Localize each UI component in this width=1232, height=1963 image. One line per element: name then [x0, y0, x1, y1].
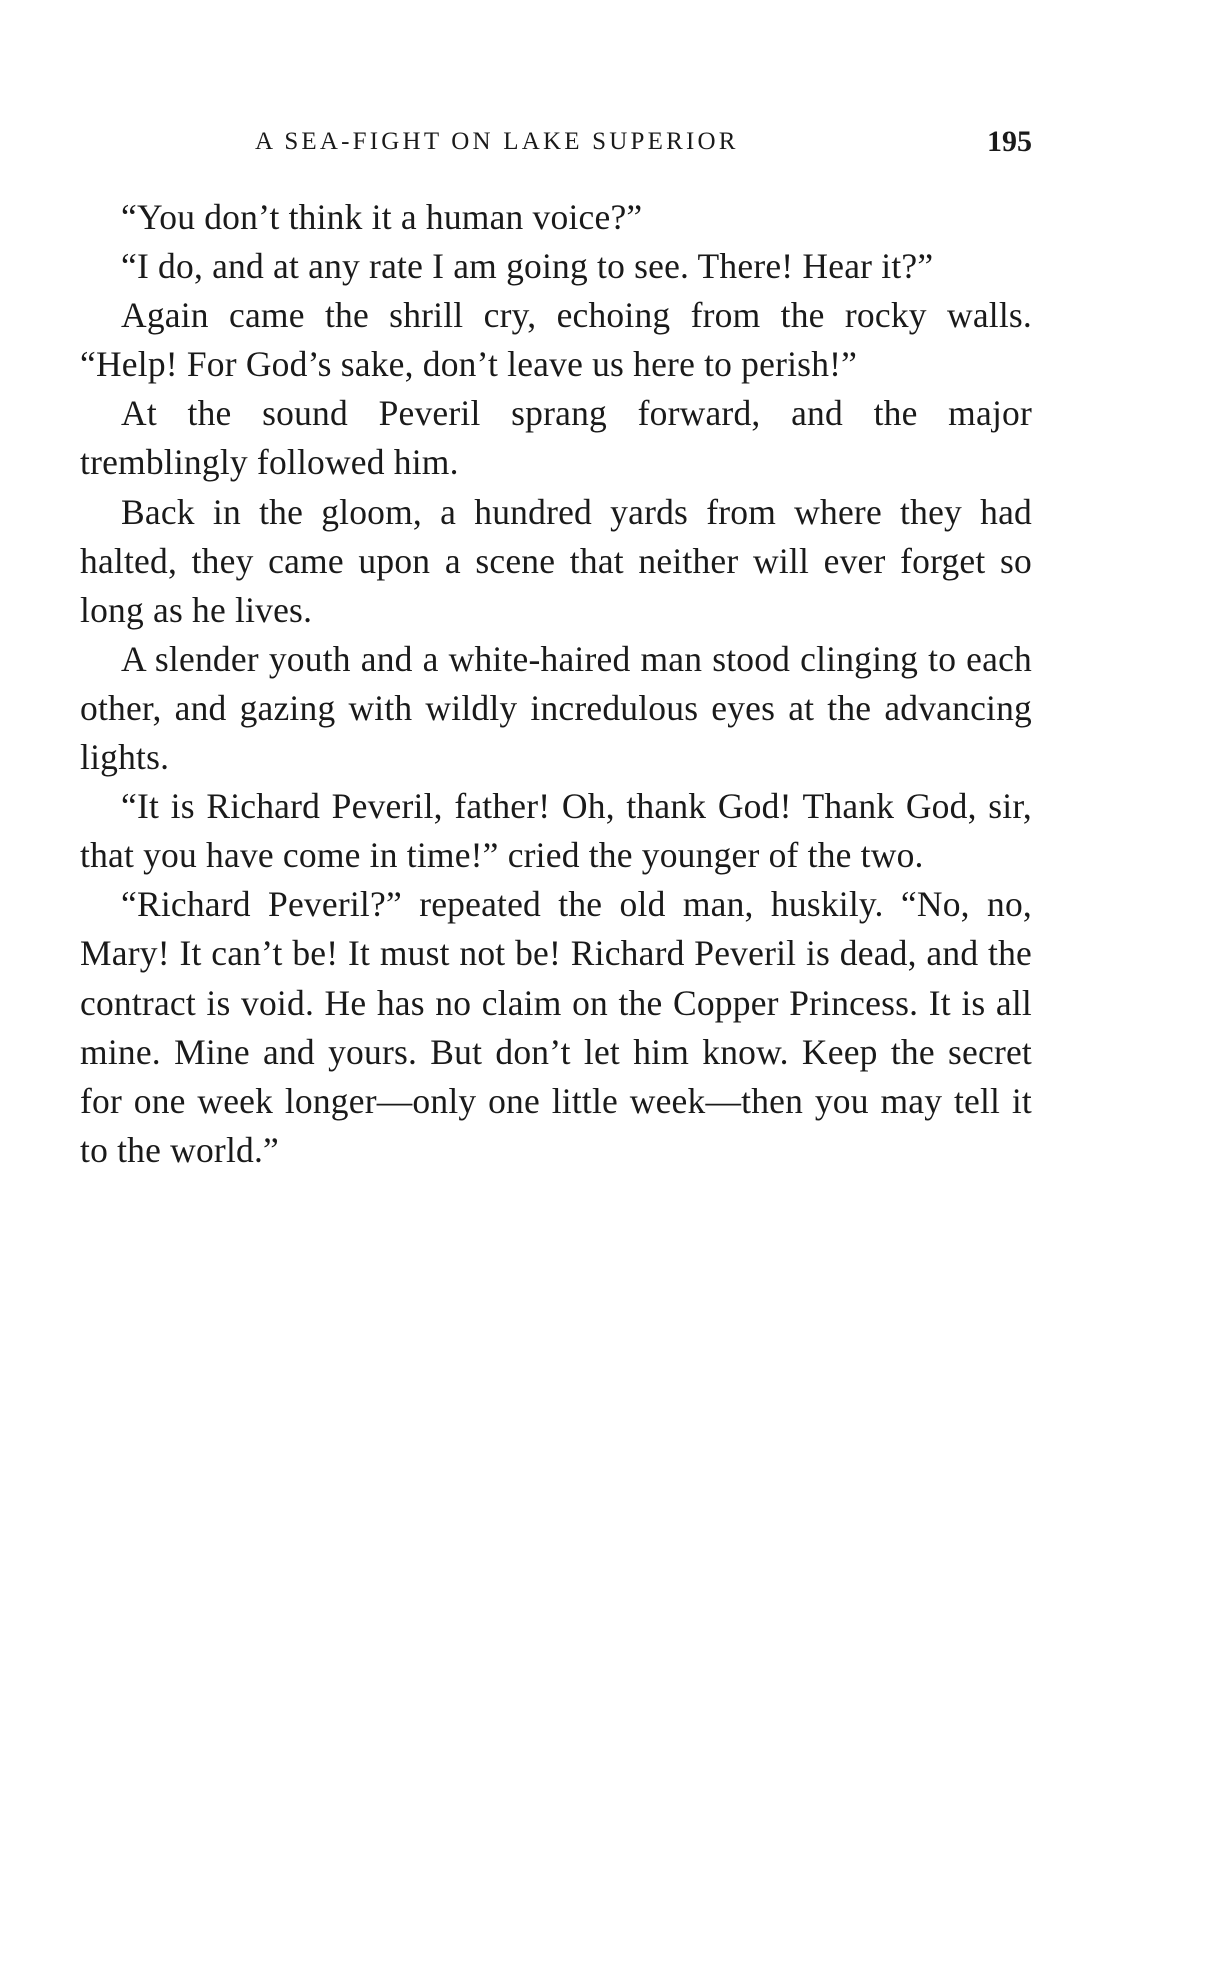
- paragraph: “It is Richard Peveril, father! Oh, thank God! Thank God, sir, that you have come in time!” cried the younger of the two.: [80, 786, 1032, 876]
- paragraph: At the sound Peveril sprang forward, and the major tremblingly followed him.: [80, 393, 1032, 483]
- body-text: [80, 193, 1032, 1175]
- paragraph: Again came the shrill cry, echoing from the rocky walls. “Help! For God’s sake, don’t leave us here to perish!”: [80, 295, 1032, 385]
- paragraph: “I do, and at any rate I am going to see. There! Hear it?”: [121, 246, 934, 287]
- running-header: [80, 124, 1032, 160]
- page-number: 195: [987, 125, 1032, 158]
- paragraph: A slender youth and a white-haired man stood clinging to each other, and gazing with wildly incredulous eyes at the advancing lights.: [80, 638, 1032, 778]
- paragraph: “Richard Peveril?” repeated the old man, huskily. “No, no, Mary! It can’t be! It must not be! Richard Peveril is dead, and the contract is void. He has no claim on the Copper Princess. It is all mine. Mine and yours. But don’t let him know. Keep the secret for one week longer—only one little week—then you may tell it to the world.”: [80, 884, 1032, 1170]
- paragraph: “You don’t think it a human voice?”: [121, 197, 643, 237]
- running-title: A SEA-FIGHT ON LAKE SUPERIOR: [255, 128, 739, 155]
- paragraph: Back in the gloom, a hundred yards from where they had halted, they came upon a scene that neither will ever forget so long as he lives.: [80, 491, 1032, 630]
